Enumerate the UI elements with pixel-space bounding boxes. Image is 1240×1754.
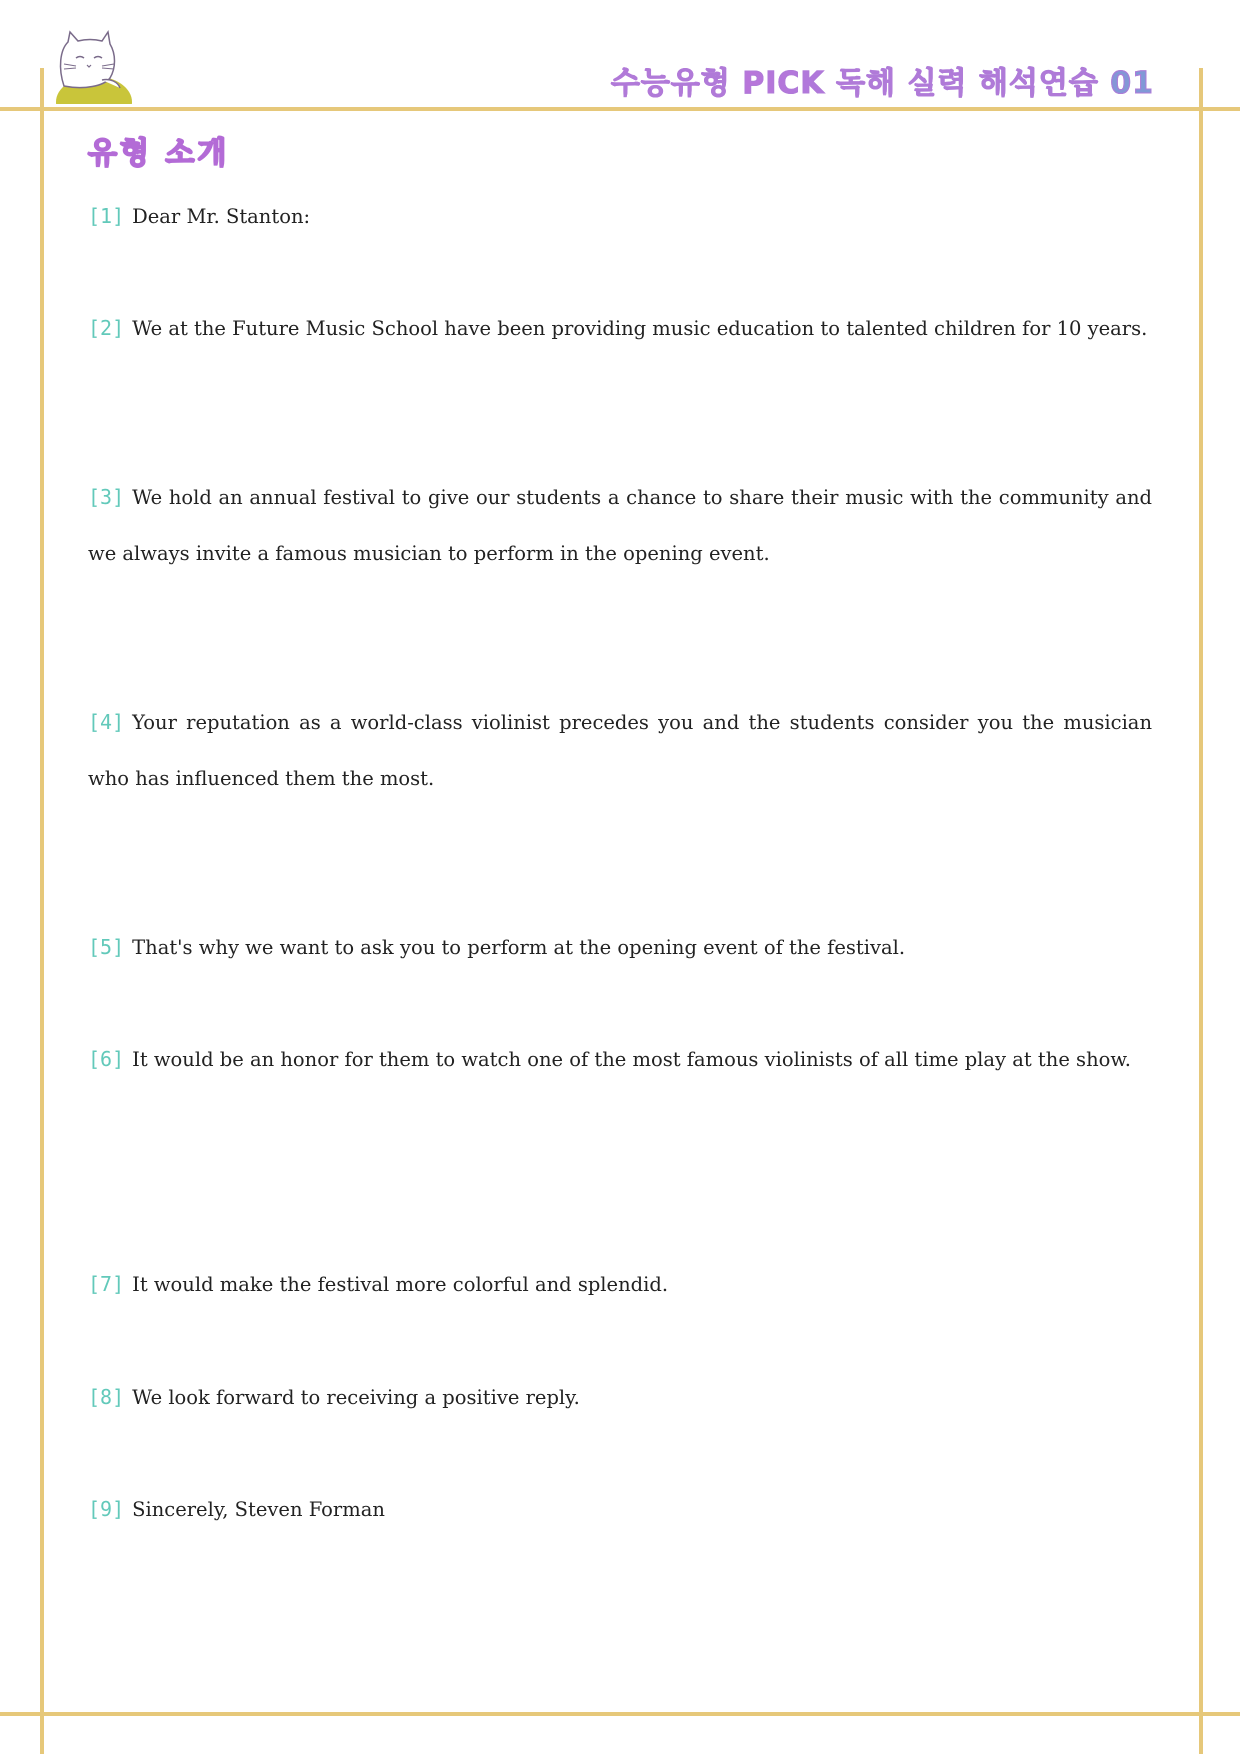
sentence-7	[88, 1256, 1152, 1313]
sentence-text: That's why we want to ask you to perform at the opening event of the festival.	[132, 936, 906, 959]
sentence-2	[88, 300, 1152, 357]
cat-icon	[44, 28, 134, 104]
sentence-text: It would make the festival more colorful and splendid.	[132, 1273, 669, 1296]
sentence-number: [7]	[88, 1272, 125, 1296]
sentence-text: We hold an annual festival to give our students a chance to share their music with the community and we always invite a famous musician to perform in the opening event.	[88, 486, 1152, 565]
sentence-number: [1]	[88, 204, 125, 228]
sentence-number: [4]	[88, 710, 125, 734]
sentence-text: We look forward to receiving a positive reply.	[132, 1386, 580, 1409]
sentence-text: We at the Future Music School have been providing music education to talented children for 10 years.	[132, 317, 1148, 340]
sentence-text: Dear Mr. Stanton:	[132, 205, 311, 228]
sentence-number: [9]	[88, 1497, 125, 1521]
frame-top-line	[0, 107, 1240, 111]
sentence-number: [3]	[88, 485, 125, 509]
header-title: 수능유형 PICK 독해 실력 해석연습 01	[611, 58, 1154, 102]
frame-bottom-line	[0, 1712, 1240, 1716]
sentence-text: Your reputation as a world-class violinist precedes you and the students consider you the musician who has influenced them the most.	[88, 711, 1152, 790]
section-title: 유형 소개	[88, 136, 230, 171]
frame-right-line	[1199, 68, 1203, 1754]
frame-left-line	[40, 68, 44, 1754]
sentence-5	[88, 919, 1152, 976]
sentence-number: [8]	[88, 1385, 125, 1409]
sentence-1	[88, 188, 1152, 245]
sentence-3	[88, 469, 1152, 582]
sentence-text: Sincerely, Steven Forman	[132, 1498, 385, 1521]
sentence-number: [5]	[88, 935, 125, 959]
sentence-number: [2]	[88, 316, 125, 340]
sentence-4	[88, 694, 1152, 807]
sentence-number: [6]	[88, 1047, 125, 1071]
sentence-9	[88, 1481, 1152, 1538]
sentence-8	[88, 1369, 1152, 1426]
sentence-6	[88, 1031, 1152, 1088]
sentence-text: It would be an honor for them to watch one of the most famous violinists of all time play at the show.	[132, 1048, 1131, 1071]
